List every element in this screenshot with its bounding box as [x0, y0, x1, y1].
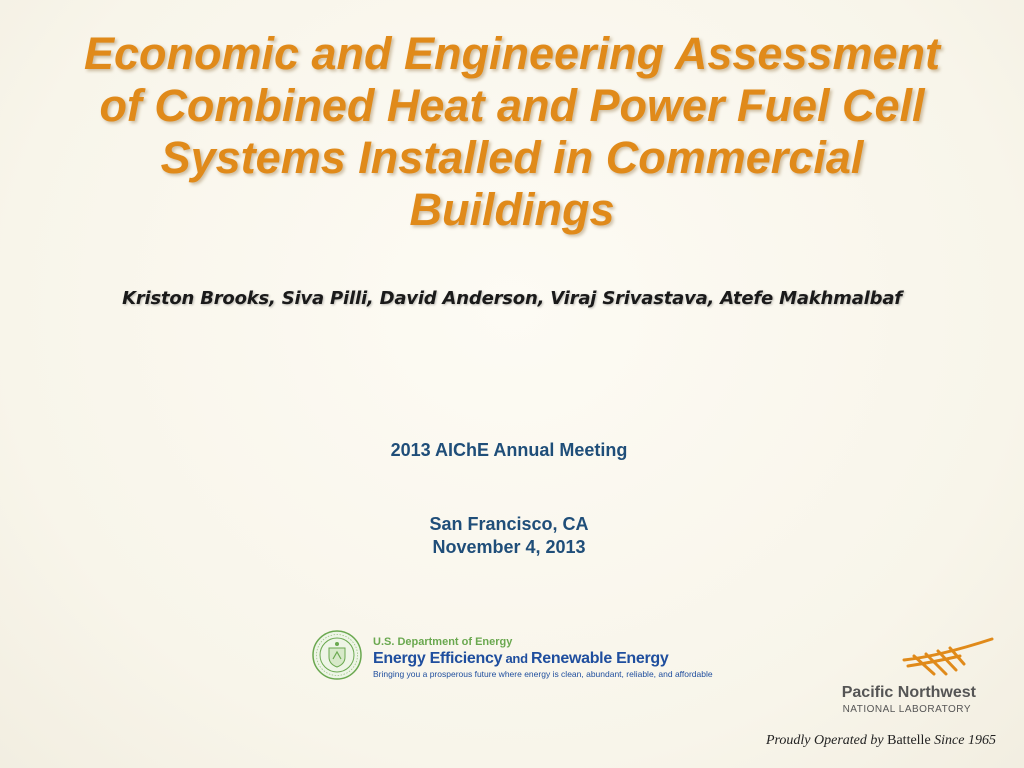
slide-title [12, 28, 1012, 236]
battelle-tagline [766, 733, 996, 749]
battelle-since: Since 1965 [930, 733, 996, 748]
eere-and: and [502, 651, 532, 666]
battelle-proudly: Proudly Operated by [765, 733, 888, 748]
pnnl-name: Pacific Northwest [841, 684, 976, 701]
battelle-name: Battelle [887, 733, 931, 748]
date: November 4, 2013 [432, 537, 586, 557]
doe-eere [373, 649, 743, 669]
pnnl-logo [800, 636, 1000, 718]
eere-part-2: Renewable Energy [531, 650, 669, 667]
eere-part-1: Energy Efficiency [373, 650, 503, 667]
meeting-name: 2013 AIChE Annual Meeting [390, 440, 628, 460]
pnnl-lab: NATIONAL LABORATORY [842, 704, 971, 715]
title-line-1: Economic and Engineering Assessment [83, 28, 941, 79]
title-line-4: Buildings [409, 184, 615, 235]
location-date [0, 513, 1018, 559]
doe-seal-icon [312, 630, 362, 680]
pnnl-mark-icon [900, 636, 996, 682]
authors: Kriston Brooks, Siva Pilli, David Anderson, Viraj Srivastava, Atefe Makhmalbaf [122, 288, 902, 309]
doe-department: U.S. Department of Energy [373, 636, 513, 648]
doe-tagline: Bringing you a prosperous future where energy is clean, abundant, reliable, and affordable [373, 669, 713, 679]
location: San Francisco, CA [429, 514, 589, 534]
title-line-3: Systems Installed in Commercial [160, 132, 864, 183]
title-line-2: of Combined Heat and Power Fuel Cell [99, 80, 925, 131]
doe-logo [312, 628, 742, 690]
doe-text [373, 636, 743, 680]
